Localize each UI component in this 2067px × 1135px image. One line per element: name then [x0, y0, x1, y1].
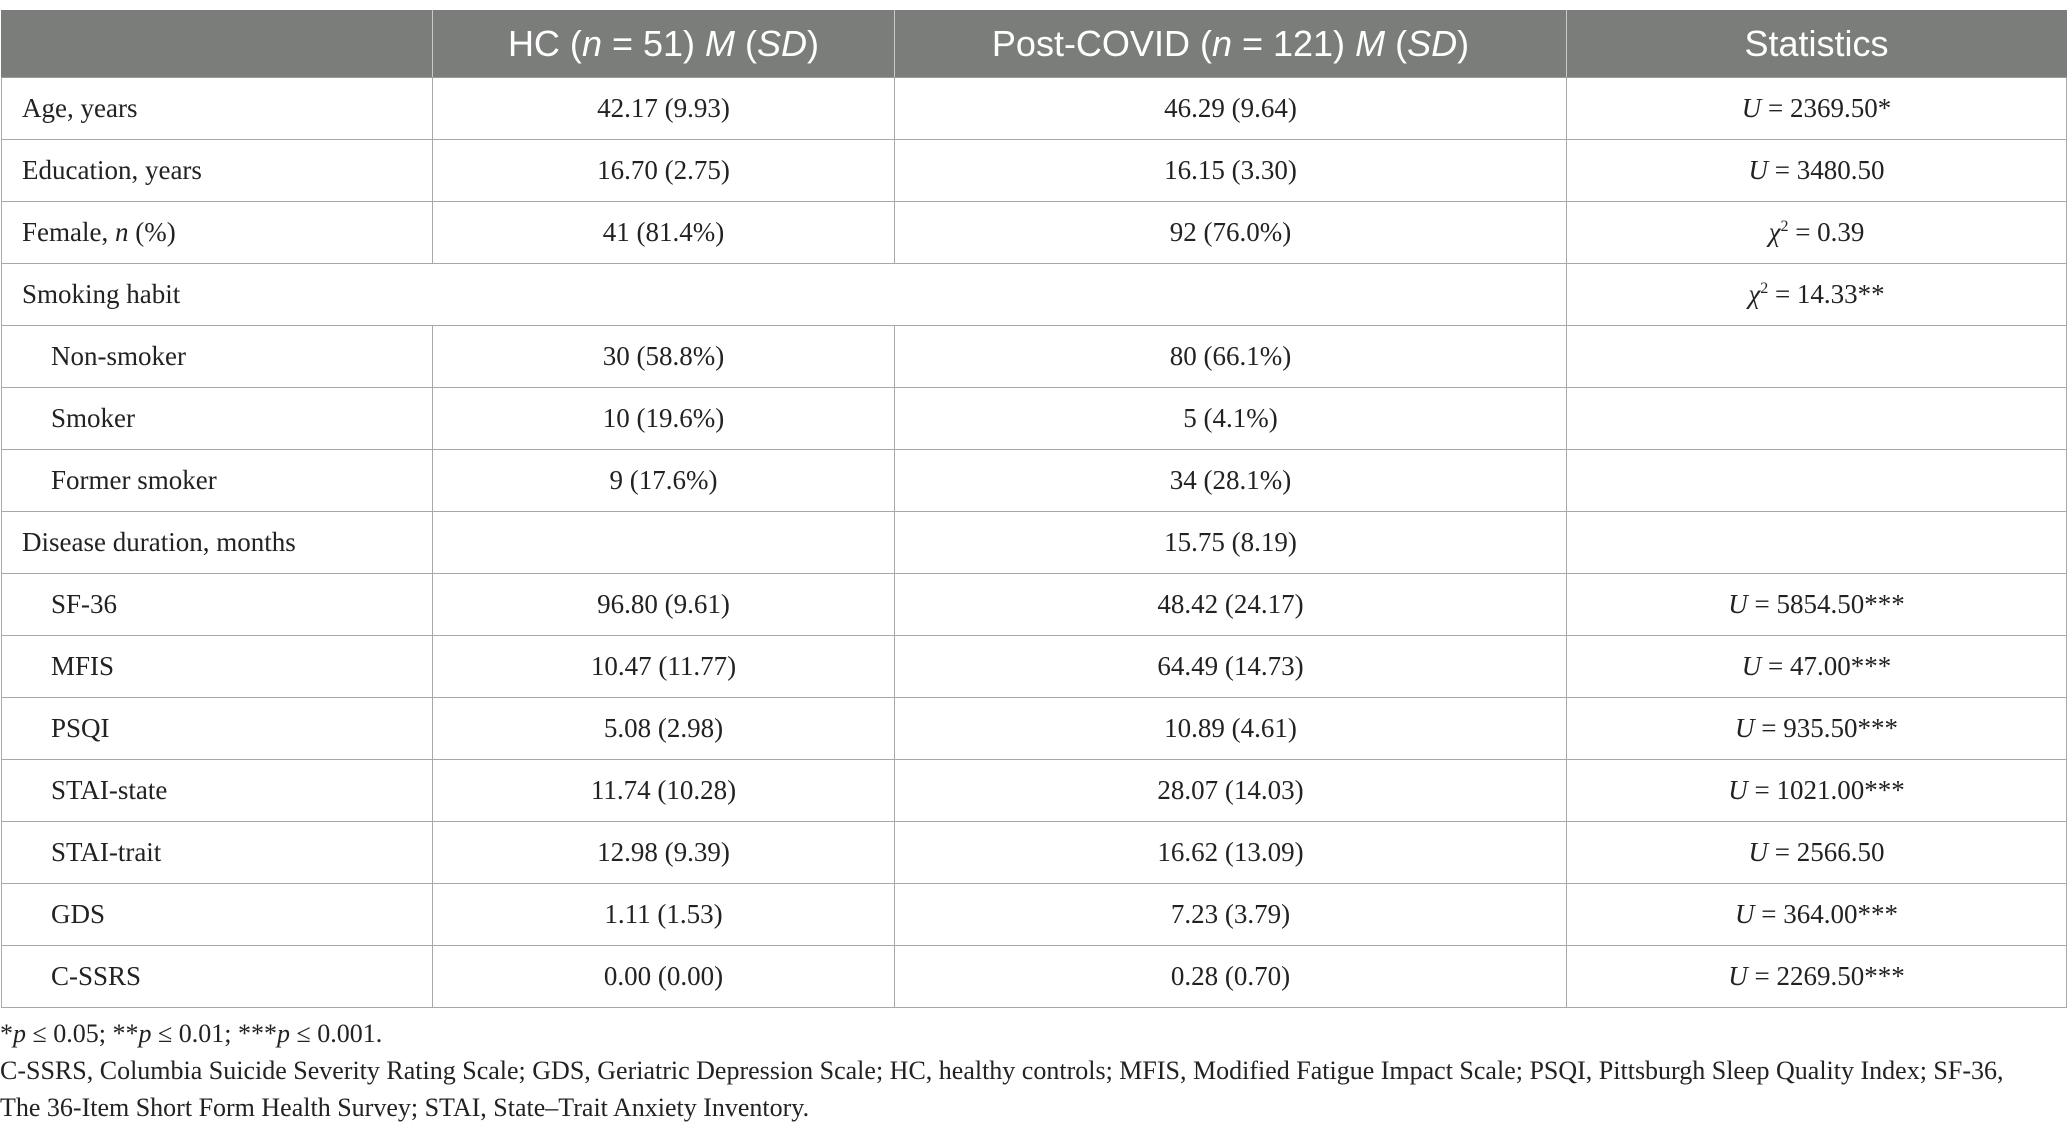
post-covid-value: 16.62 (13.09) — [895, 822, 1567, 884]
hc-value: 30 (58.8%) — [433, 326, 895, 388]
hc-value: 11.74 (10.28) — [433, 760, 895, 822]
table-footnotes — [0, 1015, 2060, 1126]
post-covid-value: 16.15 (3.30) — [895, 140, 1567, 202]
table-row — [2, 698, 2067, 760]
header-row — [2, 11, 2067, 78]
hc-value: 96.80 (9.61) — [433, 574, 895, 636]
row-label: STAI-trait — [2, 822, 433, 884]
header-empty — [2, 11, 433, 78]
statistic-value: U = 2369.50* — [1567, 78, 2067, 140]
row-label: Smoker — [2, 388, 433, 450]
row-label: Smoking habit — [2, 264, 1567, 326]
statistic-value: U = 3480.50 — [1567, 140, 2067, 202]
header-statistics: Statistics — [1567, 11, 2067, 78]
post-covid-value: 48.42 (24.17) — [895, 574, 1567, 636]
post-covid-value: 5 (4.1%) — [895, 388, 1567, 450]
row-label: PSQI — [2, 698, 433, 760]
table-row — [2, 884, 2067, 946]
table-row — [2, 946, 2067, 1008]
hc-value: 10 (19.6%) — [433, 388, 895, 450]
row-label: STAI-state — [2, 760, 433, 822]
row-label: Age, years — [2, 78, 433, 140]
statistic-value: U = 47.00*** — [1567, 636, 2067, 698]
row-label: Non-smoker — [2, 326, 433, 388]
row-label: GDS — [2, 884, 433, 946]
post-covid-value: 7.23 (3.79) — [895, 884, 1567, 946]
statistic-value: U = 5854.50*** — [1567, 574, 2067, 636]
hc-value: 12.98 (9.39) — [433, 822, 895, 884]
table-row — [2, 822, 2067, 884]
hc-value: 9 (17.6%) — [433, 450, 895, 512]
hc-value — [433, 512, 895, 574]
post-covid-value: 28.07 (14.03) — [895, 760, 1567, 822]
statistic-value: U = 2269.50*** — [1567, 946, 2067, 1008]
table-row — [2, 636, 2067, 698]
hc-value: 42.17 (9.93) — [433, 78, 895, 140]
post-covid-value: 80 (66.1%) — [895, 326, 1567, 388]
statistic-value: U = 2566.50 — [1567, 822, 2067, 884]
hc-value: 0.00 (0.00) — [433, 946, 895, 1008]
row-label: Female, n (%) — [2, 202, 433, 264]
table-row — [2, 760, 2067, 822]
statistic-value — [1567, 388, 2067, 450]
statistic-value — [1567, 512, 2067, 574]
hc-value: 41 (81.4%) — [433, 202, 895, 264]
statistic-value: $\chi^2 = 14.33**$ — [1567, 264, 2067, 326]
table-row — [2, 512, 2067, 574]
abbreviations-note-continued: The 36-Item Short Form Health Survey; STAI, State–Trait Anxiety Inventory. — [0, 1093, 810, 1122]
row-label: MFIS — [2, 636, 433, 698]
post-covid-value: 10.89 (4.61) — [895, 698, 1567, 760]
table-row — [2, 140, 2067, 202]
significance-note: *p ≤ 0.05; **p ≤ 0.01; ***p ≤ 0.001. — [0, 1019, 383, 1048]
row-label: C-SSRS — [2, 946, 433, 1008]
post-covid-value: 64.49 (14.73) — [895, 636, 1567, 698]
header-hc: HC (n = 51) M (SD) — [433, 11, 895, 78]
statistic-value: U = 364.00*** — [1567, 884, 2067, 946]
row-label: SF-36 — [2, 574, 433, 636]
row-label: Education, years — [2, 140, 433, 202]
statistic-value: $\chi^2 = 0.39$ — [1567, 202, 2067, 264]
table-row — [2, 202, 2067, 264]
post-covid-value: 46.29 (9.64) — [895, 78, 1567, 140]
hc-value: 1.11 (1.53) — [433, 884, 895, 946]
table-row — [2, 388, 2067, 450]
row-label: Former smoker — [2, 450, 433, 512]
table-row — [2, 574, 2067, 636]
post-covid-value: 15.75 (8.19) — [895, 512, 1567, 574]
table-row — [2, 450, 2067, 512]
hc-value: 16.70 (2.75) — [433, 140, 895, 202]
demographics-table — [1, 10, 2067, 1008]
abbreviations-note: C-SSRS, Columbia Suicide Severity Rating Scale; GDS, Geriatric Depression Scale; HC, healthy controls; MFIS, Modified Fatigue Impact Scale; PSQI, Pittsburgh Sleep Quality Index; SF-36, — [0, 1056, 2004, 1085]
statistic-value: U = 935.50*** — [1567, 698, 2067, 760]
statistic-value — [1567, 326, 2067, 388]
hc-value: 10.47 (11.77) — [433, 636, 895, 698]
table-row — [2, 78, 2067, 140]
statistic-value — [1567, 450, 2067, 512]
hc-value: 5.08 (2.98) — [433, 698, 895, 760]
post-covid-value: 34 (28.1%) — [895, 450, 1567, 512]
table-row — [2, 326, 2067, 388]
table-row — [2, 264, 2067, 326]
header-post-covid: Post-COVID (n = 121) M (SD) — [895, 11, 1567, 78]
post-covid-value: 0.28 (0.70) — [895, 946, 1567, 1008]
statistic-value: U = 1021.00*** — [1567, 760, 2067, 822]
post-covid-value: 92 (76.0%) — [895, 202, 1567, 264]
row-label: Disease duration, months — [2, 512, 433, 574]
